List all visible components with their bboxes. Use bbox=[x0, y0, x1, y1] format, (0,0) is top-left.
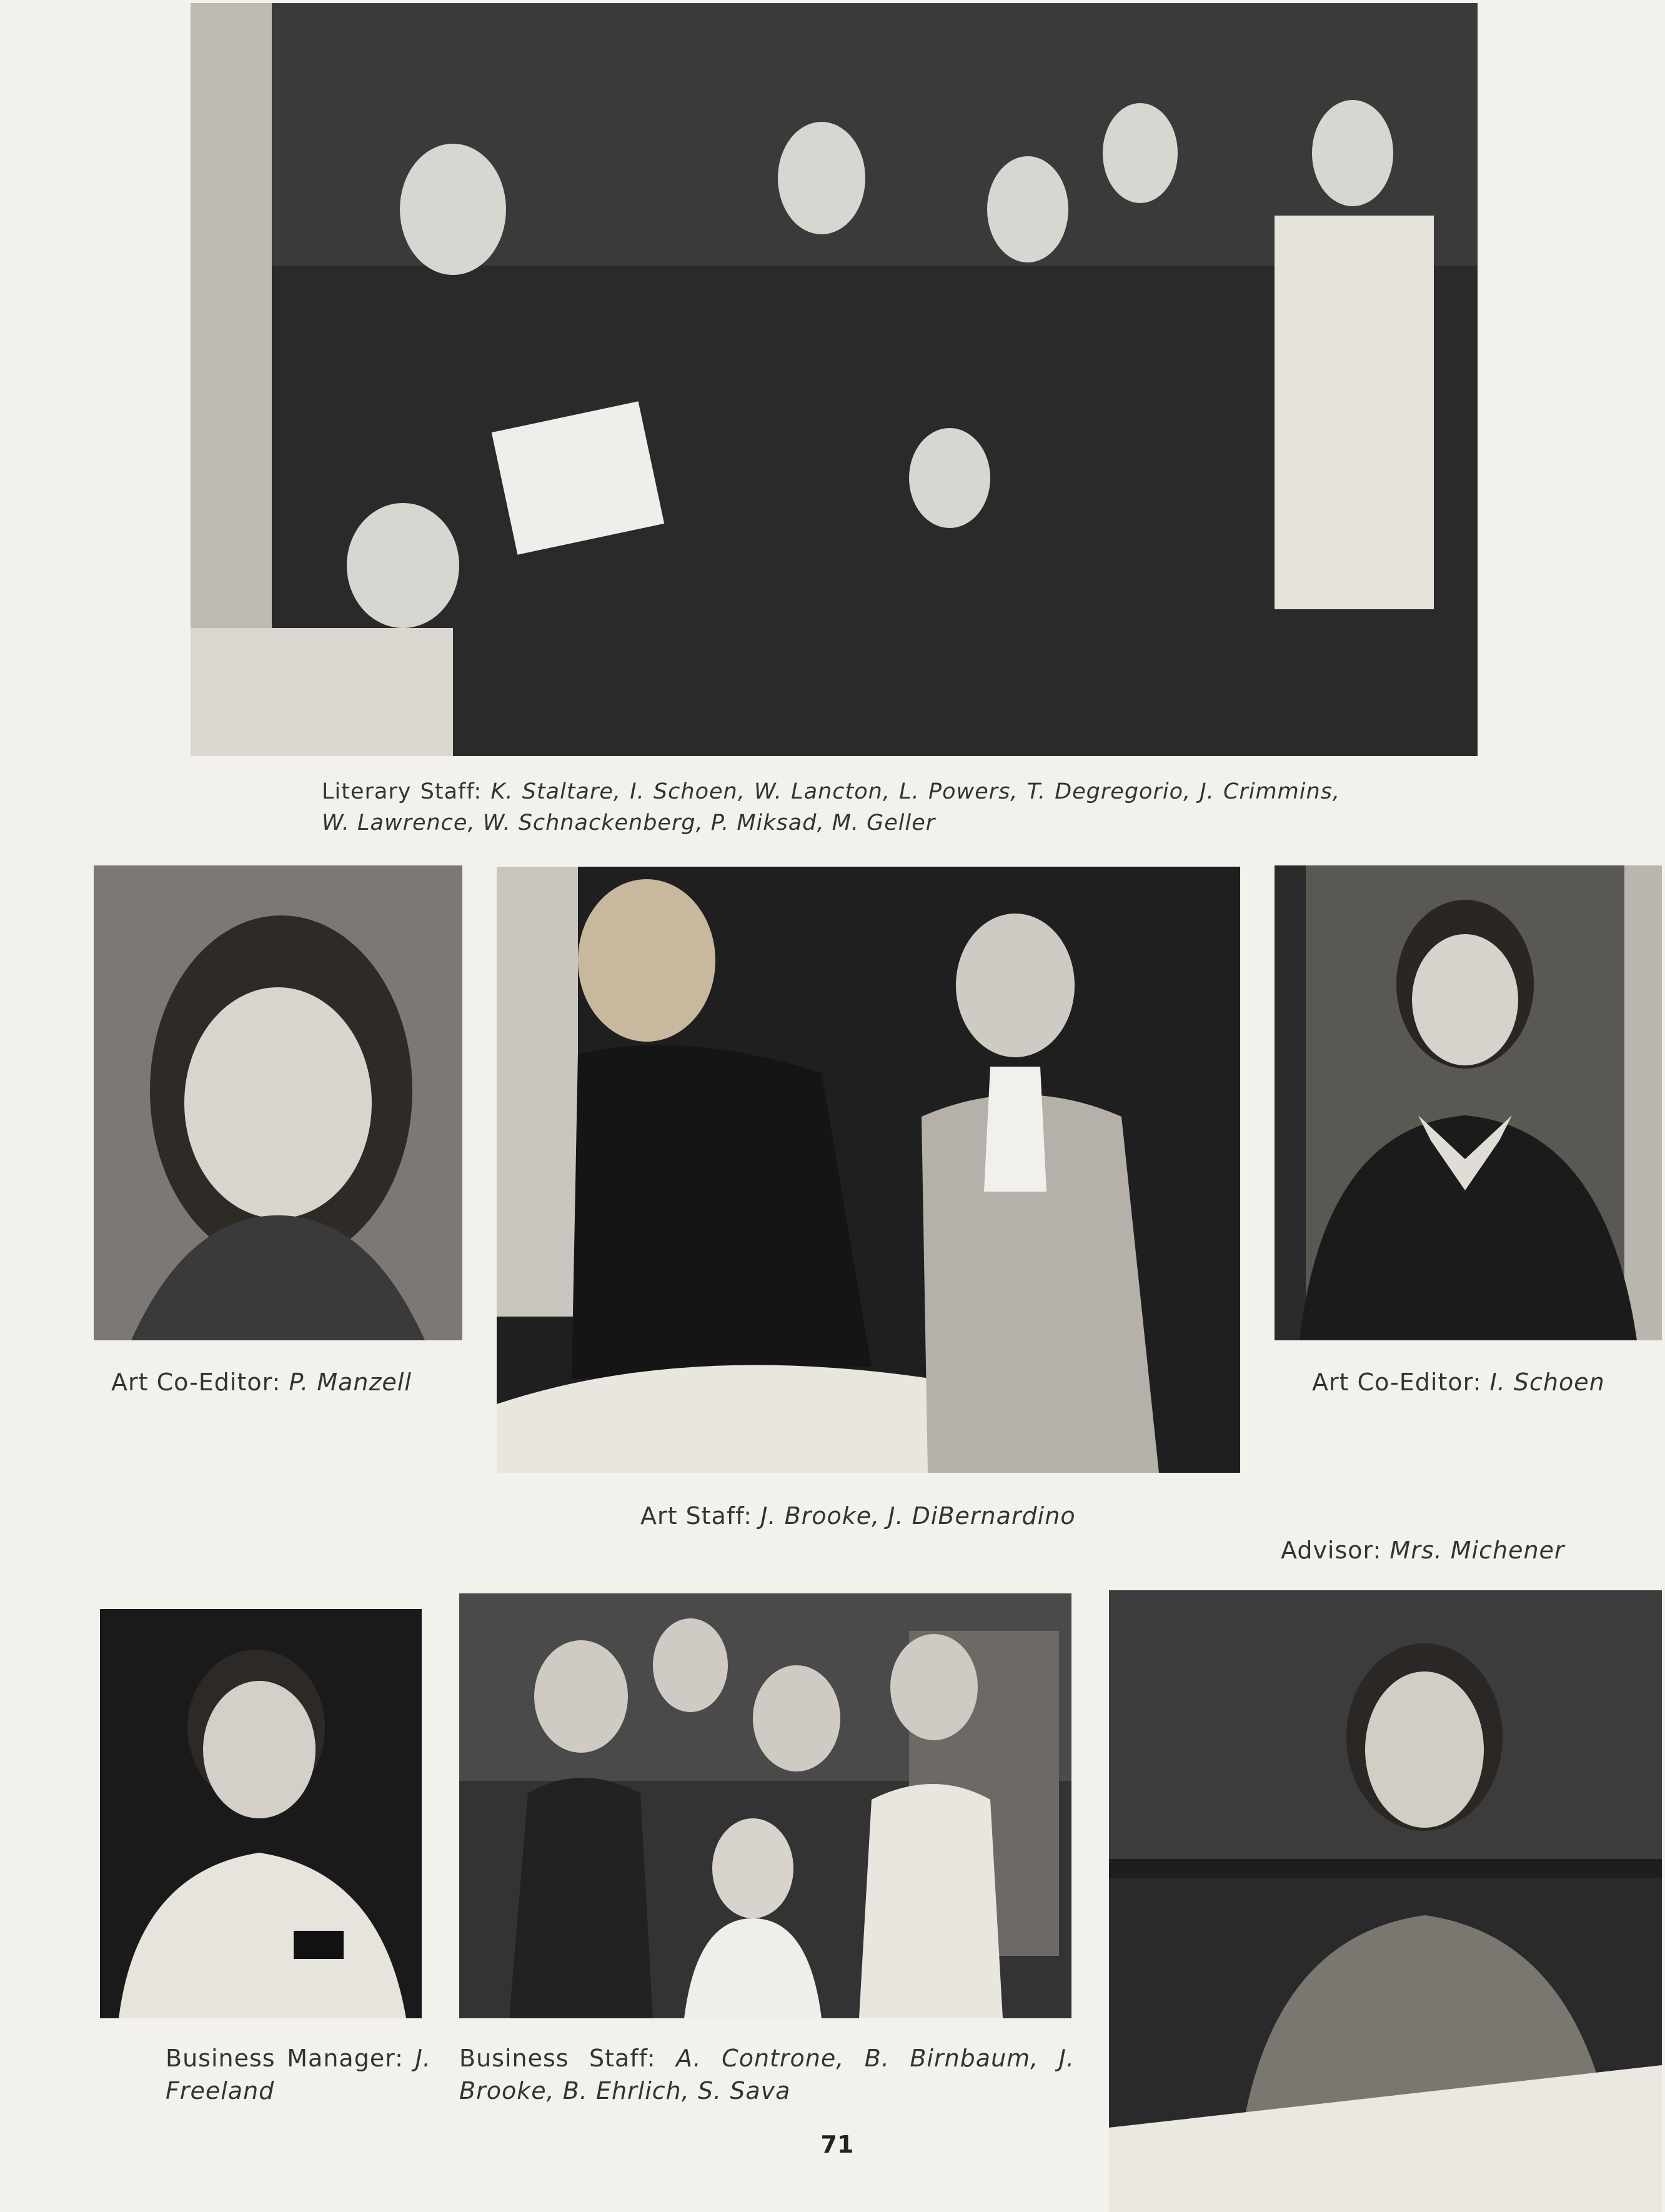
art-coeditor-manzell-photo bbox=[94, 865, 462, 1340]
caption-names: I. Schoen bbox=[1489, 1368, 1605, 1396]
art-staff-photo bbox=[497, 867, 1240, 1473]
caption-role: Business Manager: bbox=[166, 2045, 404, 2072]
business-manager-photo bbox=[100, 1609, 422, 2018]
art-coeditor-manzell-caption bbox=[111, 1366, 461, 1398]
caption-names: A. Controne, B. Birnbaum, J. Brooke, B. Ehrlich, S. Sava bbox=[459, 2045, 1075, 2105]
caption-names: Mrs. Michener bbox=[1389, 1537, 1565, 1564]
caption-names: K. Staltare, I. Schoen, W. Lancton, L. Powers, T. Degregorio, J. Crimmins, W. Lawrence, W. Schnackenberg, P. Miksad, M. Geller bbox=[322, 779, 1340, 835]
art-coeditor-schoen-caption bbox=[1312, 1366, 1662, 1398]
art-staff-caption bbox=[640, 1500, 1203, 1532]
caption-role: Art Co-Editor: bbox=[1312, 1368, 1482, 1396]
business-manager-caption bbox=[166, 2042, 431, 2107]
caption-names: P. Manzell bbox=[289, 1368, 412, 1396]
caption-role: Art Co-Editor: bbox=[111, 1368, 281, 1396]
caption-role: Business Staff: bbox=[459, 2045, 656, 2072]
advisor-photo bbox=[1109, 1590, 1662, 2212]
page-number: 71 bbox=[820, 2131, 854, 2158]
business-staff-photo bbox=[459, 1593, 1071, 2018]
caption-role: Advisor: bbox=[1281, 1537, 1382, 1564]
caption-role: Literary Staff: bbox=[322, 779, 482, 804]
art-coeditor-schoen-photo bbox=[1275, 865, 1662, 1340]
caption-role: Art Staff: bbox=[640, 1502, 753, 1530]
literary-staff-photo bbox=[191, 3, 1478, 756]
literary-staff-caption bbox=[322, 776, 1340, 839]
caption-names: J. Brooke, J. DiBernardino bbox=[760, 1502, 1076, 1530]
advisor-caption bbox=[1281, 1534, 1656, 1567]
business-staff-caption bbox=[459, 2042, 1075, 2107]
caption-names: J. Freeland bbox=[166, 2045, 431, 2105]
